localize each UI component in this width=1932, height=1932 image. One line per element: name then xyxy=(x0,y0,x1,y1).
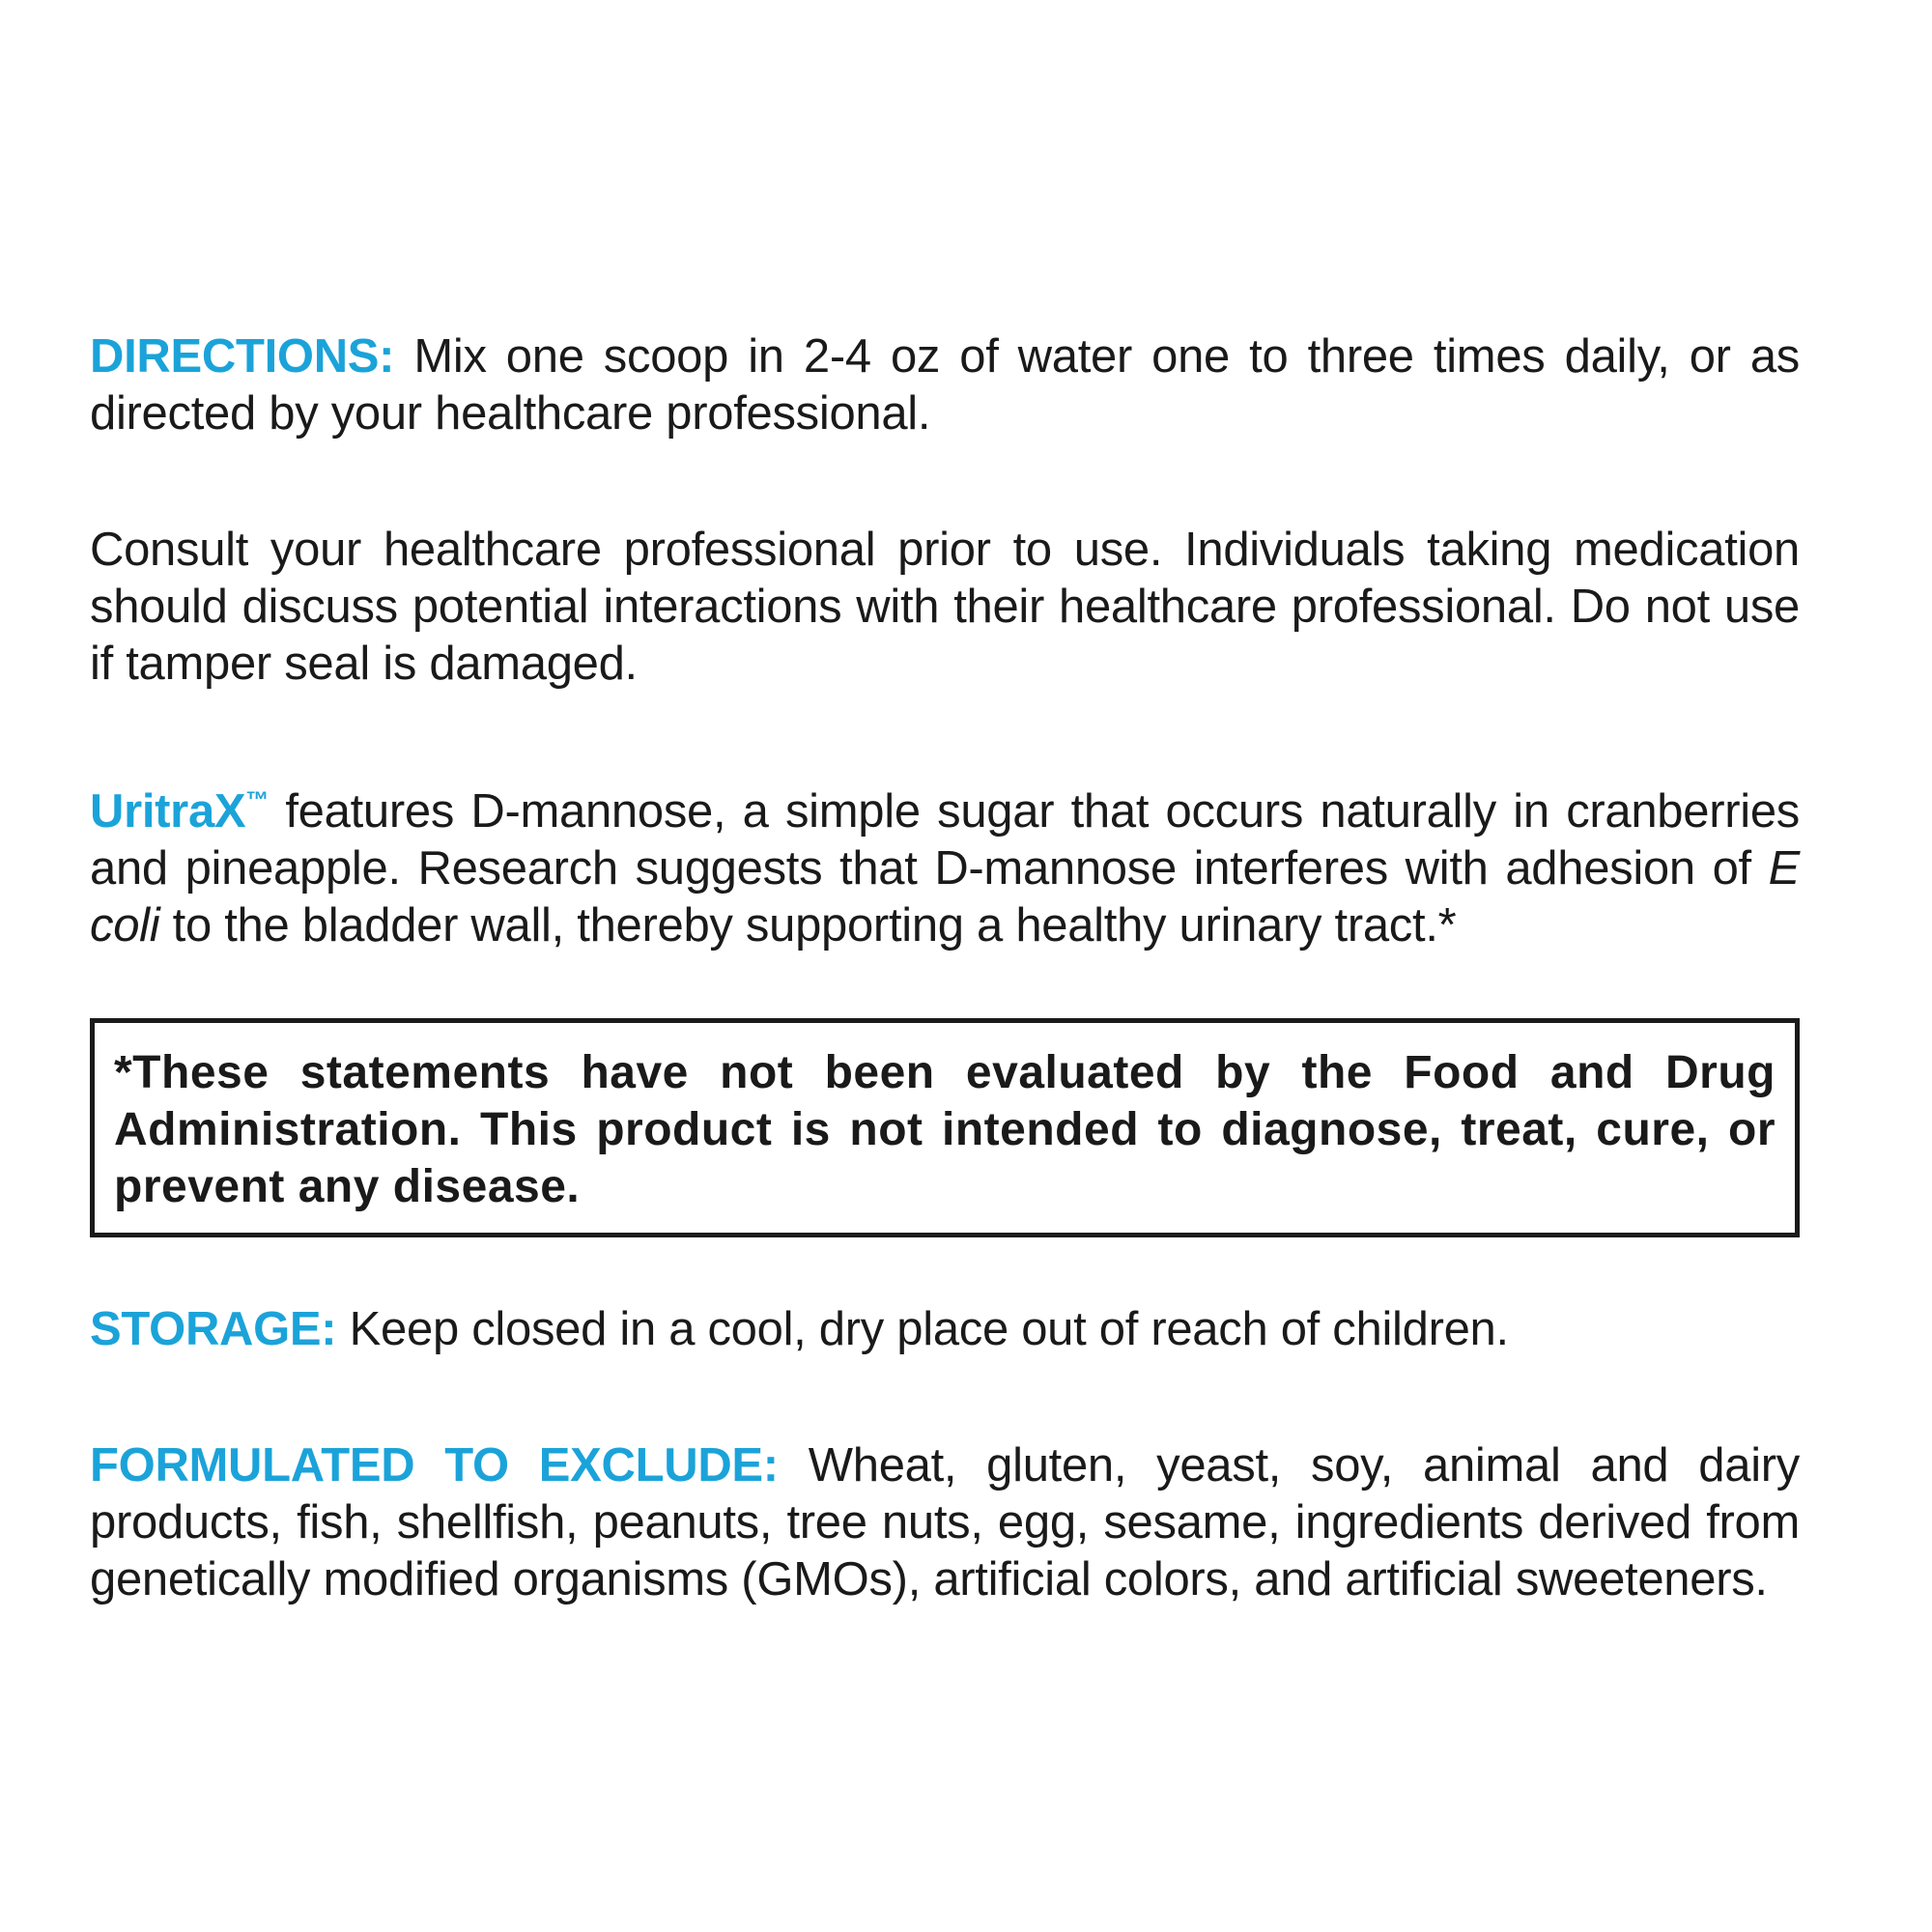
fda-disclaimer-text: *These statements have not been evaluated by the Food and Drug Administration. This product is not intended to diagnose, treat, cure, or prevent any disease. xyxy=(114,1047,1776,1212)
storage-paragraph xyxy=(90,1301,1800,1358)
consult-paragraph xyxy=(90,522,1800,693)
storage-text: Keep closed in a cool, dry place out of reach of children. xyxy=(336,1303,1509,1355)
consult-text: Consult your healthcare professional prior to use. Individuals taking medication should discuss potential interactions with their healthcare professional. Do not use if tamper seal is damaged. xyxy=(90,524,1800,690)
directions-heading: DIRECTIONS: xyxy=(90,330,395,383)
fda-disclaimer-box xyxy=(90,1018,1800,1237)
brand-name: UritraX xyxy=(90,785,246,838)
exclusions-text: Wheat, gluten, yeast, soy, animal and dairy products, fish, shellfish, peanuts, tree nuts, egg, sesame, ingredients derived from genetically modified organisms (GMOs), artificial colors, and artificial sweeteners. xyxy=(90,1439,1801,1605)
directions-text: Mix one scoop in 2-4 oz of water one to three times daily, or as directed by your healthcare professional. xyxy=(90,330,1800,440)
storage-heading: STORAGE: xyxy=(90,1303,337,1355)
exclusions-paragraph xyxy=(90,1437,1800,1608)
features-paragraph xyxy=(90,772,1800,954)
directions-paragraph xyxy=(90,328,1800,442)
features-italic-organism: E coli xyxy=(90,842,1800,952)
features-text-part2: to the bladder wall, thereby supporting a healthy urinary tract.* xyxy=(159,899,1457,952)
features-text-part1: features D-mannose, a simple sugar that occurs naturally in cranberries and pineapple. Research suggests that D-mannose interferes with adhesion of xyxy=(90,785,1800,895)
supplement-label-panel xyxy=(90,328,1800,1608)
trademark-symbol: ™ xyxy=(245,787,269,813)
exclusions-heading: FORMULATED TO EXCLUDE: xyxy=(90,1439,779,1492)
